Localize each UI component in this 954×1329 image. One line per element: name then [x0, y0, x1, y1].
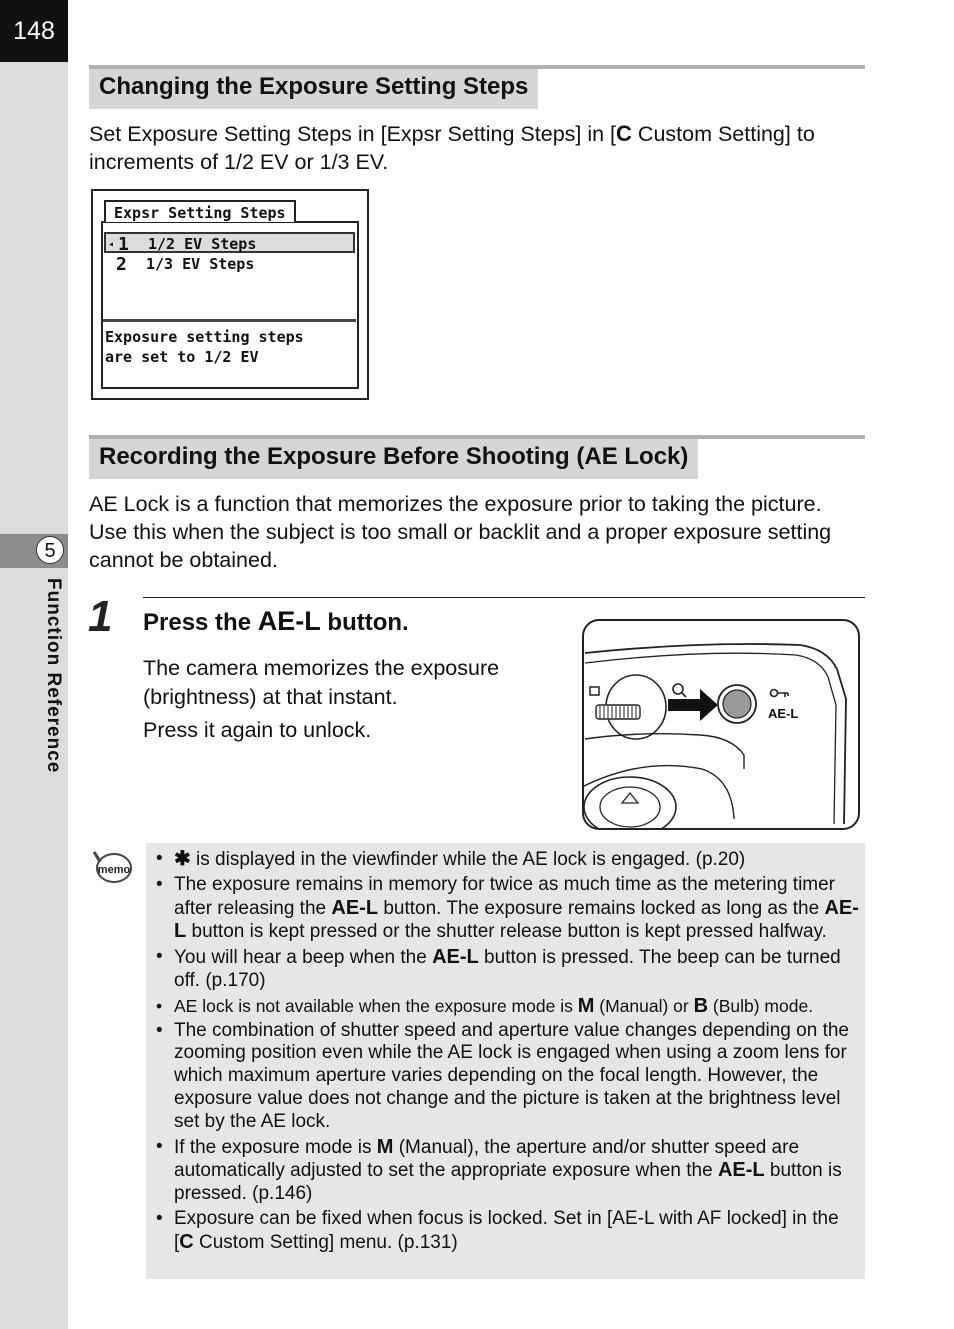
memo-text: (Bulb) mode. [708, 995, 814, 1016]
step-number: 1 [88, 592, 113, 641]
chapter-label: Function Reference [43, 578, 64, 774]
memo-text: If the exposure mode is [174, 1136, 377, 1158]
memo-item [156, 874, 861, 944]
section1-paragraph [89, 120, 869, 176]
memo-icon-label: memo [97, 864, 131, 876]
memo-text: Exposure can be fixed when focus is locked. Set in [AE-L with AF locked] in the [ [174, 1207, 839, 1253]
bulb-mode-icon: B [693, 994, 709, 1017]
memo-item [156, 1208, 861, 1255]
option-label: 1/2 EV Steps [148, 235, 257, 253]
screen-message-line2: are set to 1/2 EV [105, 348, 259, 366]
memo-text: You will hear a beep when the [174, 947, 433, 969]
screen-message-line1: Exposure setting steps [105, 328, 304, 346]
memo-text: (Manual) or [594, 995, 694, 1016]
ael-button-label: AE-L [174, 896, 859, 943]
memo-text: button is kept pressed or the shutter release button is kept pressed halfway. [186, 921, 827, 943]
section-heading-exposure-steps [89, 65, 865, 109]
screen-divider [103, 319, 356, 322]
option-number: 1 [118, 234, 129, 255]
memo-item [156, 848, 861, 872]
menu-option-1[interactable] [104, 232, 355, 253]
memo-icon [90, 848, 132, 884]
option-number: 2 [116, 254, 127, 275]
memo-item [156, 946, 861, 993]
page-number: 148 [0, 0, 68, 62]
memo-text: The exposure remains in memory for twice as much time as the metering timer after releasing the [174, 873, 836, 919]
memo-item [156, 1136, 861, 1206]
ae-lock-icon: ✱ [174, 848, 191, 870]
memo-list [156, 848, 861, 1257]
illustration-ael-label: AE-L [768, 706, 799, 721]
memo-text: button. The exposure remains locked as long as the [378, 897, 825, 919]
section2-intro: AE Lock is a function that memorizes the exposure prior to taking the picture. Use this when the subject is too small or backlit and a proper exposure setting cannot be obtained. [89, 492, 832, 572]
step-rule [143, 597, 865, 598]
screen-message [105, 327, 355, 367]
ael-button-label: AE-L [717, 1159, 765, 1182]
manual-mode-icon: M [376, 1135, 394, 1158]
section-heading-ae-lock [89, 435, 865, 479]
step-title-suffix: button. [320, 609, 409, 636]
ael-button-label: AE-L [432, 946, 479, 969]
step-title [143, 606, 409, 637]
camera-illustration [582, 619, 860, 830]
memo-text: AE lock is not available when the exposure mode is [174, 995, 578, 1016]
step-title-prefix: Press the [143, 609, 258, 636]
custom-setting-icon: C [179, 1230, 194, 1253]
selection-arrow-icon: ◂ [108, 239, 115, 250]
chapter-number: 5 [36, 536, 64, 564]
section-heading-text: Recording the Exposure Before Shooting (AE Lock) [89, 439, 698, 479]
step-text-2: Press it again to unlock. [143, 718, 372, 742]
section1-text-b: Custom Setting] to increments of 1/2 EV or 1/3 EV. [89, 122, 815, 174]
menu-option-2[interactable] [104, 254, 355, 275]
custom-setting-icon: C [616, 121, 632, 146]
section1-text-a: Set Exposure Setting Steps in [Expsr Setting Steps] in [ [89, 122, 617, 146]
memo-text: Custom Setting] menu. (p.131) [193, 1231, 458, 1253]
step-text-1: The camera memorizes the exposure (brightness) at that instant. [143, 656, 500, 709]
manual-mode-icon: M [577, 994, 595, 1017]
ael-button-label: AE-L [257, 606, 321, 636]
memo-text: is displayed in the viewfinder while the AE lock is engaged. (p.20) [190, 849, 746, 870]
memo-item [156, 995, 861, 1018]
memo-text: (Manual), the aperture and/or shutter speed are automatically adjusted to set the appropriate exposure when the [174, 1136, 800, 1182]
memo-text: The combination of shutter speed and aperture value changes depending on the zooming position even while the AE lock is engaged when using a zoom lens for which maximum aperture varies depending on the focal length. However, the exposure value does not change and the picture is taken at the brightness level set by the AE lock. [174, 1019, 849, 1132]
memo-text: button is pressed. The beep can be turned off. (p.170) [174, 947, 841, 991]
memo-text: button is pressed. (p.146) [174, 1160, 842, 1205]
ael-button-label: AE-L [331, 896, 379, 919]
menu-tab: Expsr Setting Steps [104, 200, 296, 222]
memo-item [156, 1020, 861, 1134]
option-label: 1/3 EV Steps [146, 255, 255, 273]
section-heading-text: Changing the Exposure Setting Steps [89, 69, 538, 109]
